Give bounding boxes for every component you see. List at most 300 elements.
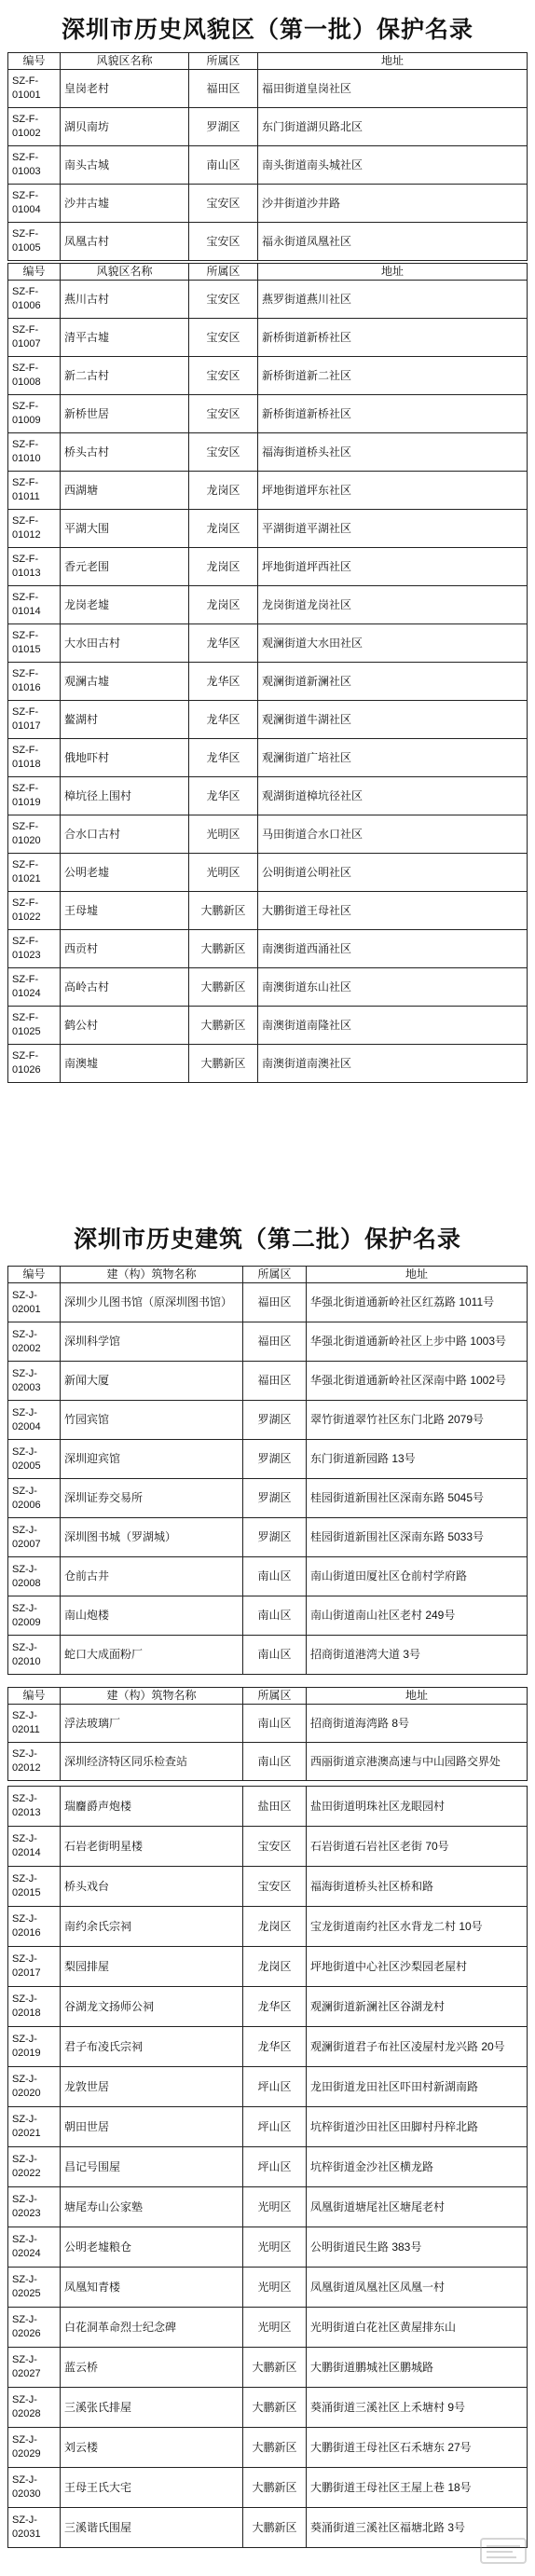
section2-table-c (7, 1786, 528, 2548)
code-cell: SZ-J-02026 (8, 2308, 61, 2348)
name-cell: 平湖大围 (61, 510, 189, 548)
name-cell: 三溪谐氏围屋 (61, 2508, 243, 2548)
name-cell: 观澜古墟 (61, 663, 189, 701)
address-cell: 翠竹街道翠竹社区东门北路 2079号 (307, 1401, 528, 1440)
section2-table-a (7, 1266, 528, 1675)
table-row (8, 1440, 528, 1479)
code-cell: SZ-F-01007 (8, 319, 61, 357)
name-cell: 南头古城 (61, 146, 189, 185)
code-cell: SZ-J-02004 (8, 1401, 61, 1440)
table-row (8, 472, 528, 510)
name-cell: 樟坑径上围村 (61, 777, 189, 815)
district-cell: 龙华区 (189, 624, 258, 663)
code-cell: SZ-F-01022 (8, 892, 61, 930)
district-cell: 福田区 (243, 1283, 307, 1322)
district-cell: 福田区 (189, 70, 258, 108)
table-row (8, 185, 528, 223)
name-cell: 新二古村 (61, 357, 189, 395)
address-cell: 新桥街道新桥社区 (258, 319, 528, 357)
code-cell: SZ-F-01021 (8, 854, 61, 892)
address-cell: 坪地街道坪西社区 (258, 548, 528, 586)
address-cell: 石岩街道石岩社区老街 70号 (307, 1827, 528, 1867)
address-cell: 大鹏街道王母社区石禾塘东 27号 (307, 2428, 528, 2468)
table-row (8, 1479, 528, 1518)
code-cell: SZ-F-01012 (8, 510, 61, 548)
header-address: 地址 (258, 53, 528, 70)
code-cell: SZ-J-02014 (8, 1827, 61, 1867)
address-cell: 观澜街道新澜社区谷湖龙村 (307, 1987, 528, 2027)
code-cell: SZ-J-02029 (8, 2428, 61, 2468)
header-district: 所属区 (189, 264, 258, 281)
table-row (8, 892, 528, 930)
name-cell: 深圳图书城（罗湖城） (61, 1518, 243, 1557)
code-cell: SZ-F-01008 (8, 357, 61, 395)
address-cell: 大鹏街道王母社区王屋上巷 18号 (307, 2468, 528, 2508)
name-cell: 蓝云桥 (61, 2348, 243, 2388)
section1-table-a (7, 52, 528, 261)
address-cell: 福永街道凤凰社区 (258, 223, 528, 261)
code-cell: SZ-J-02019 (8, 2027, 61, 2067)
name-cell: 梨园排屋 (61, 1947, 243, 1987)
address-cell: 观湖街道樟坑径社区 (258, 777, 528, 815)
header-code: 编号 (8, 53, 61, 70)
district-cell: 南山区 (243, 1596, 307, 1636)
address-cell: 福海街道桥头社区 (258, 433, 528, 472)
table-row (8, 2428, 528, 2468)
address-cell: 东门街道新园路 13号 (307, 1440, 528, 1479)
district-cell: 光明区 (243, 2308, 307, 2348)
address-cell: 华强北街道通新岭社区红荔路 1011号 (307, 1283, 528, 1322)
district-cell: 宝安区 (189, 223, 258, 261)
address-cell: 南澳街道南澳社区 (258, 1045, 528, 1083)
address-cell: 招商街道港湾大道 3号 (307, 1636, 528, 1675)
address-cell: 华强北街道通新岭社区深南中路 1002号 (307, 1362, 528, 1401)
name-cell: 石岩老街明星楼 (61, 1827, 243, 1867)
district-cell: 宝安区 (189, 357, 258, 395)
table-row (8, 1283, 528, 1322)
address-cell: 葵涌街道三溪社区上禾塘村 9号 (307, 2388, 528, 2428)
table-row (8, 1705, 528, 1743)
district-cell: 宝安区 (189, 281, 258, 319)
name-cell: 香元老围 (61, 548, 189, 586)
table-row (8, 433, 528, 472)
section1-table-b (7, 263, 528, 1083)
address-cell: 南澳街道西涌社区 (258, 930, 528, 968)
address-cell: 西丽街道京港澳高速与中山园路交界处 (307, 1743, 528, 1781)
name-cell: 高岭古村 (61, 968, 189, 1007)
section2-title: 深圳市历史建筑（第二批）保护名录 (73, 1227, 461, 1253)
address-cell: 桂园街道新围社区深南东路 5033号 (307, 1518, 528, 1557)
district-cell: 龙华区 (243, 2027, 307, 2067)
name-cell: 竹园宾馆 (61, 1401, 243, 1440)
address-cell: 福田街道皇岗社区 (258, 70, 528, 108)
table-row (8, 548, 528, 586)
district-cell: 罗湖区 (243, 1479, 307, 1518)
table-row (8, 586, 528, 624)
header-address: 地址 (307, 1267, 528, 1283)
code-cell: SZ-F-01013 (8, 548, 61, 586)
name-cell: 沙井古墟 (61, 185, 189, 223)
code-cell: SZ-F-01005 (8, 223, 61, 261)
table-row (8, 1007, 528, 1045)
address-cell: 葵涌街道三溪社区福塘北路 3号 (307, 2508, 528, 2548)
code-cell: SZ-J-02003 (8, 1362, 61, 1401)
address-cell: 大鹏街道鹏城社区鹏城路 (307, 2348, 528, 2388)
address-cell: 新桥街道新桥社区 (258, 395, 528, 433)
table-row (8, 854, 528, 892)
table-row (8, 1947, 528, 1987)
code-cell: SZ-F-01010 (8, 433, 61, 472)
code-cell: SZ-J-02008 (8, 1557, 61, 1596)
name-cell: 王母王氏大宅 (61, 2468, 243, 2508)
district-cell: 龙岗区 (189, 510, 258, 548)
district-cell: 大鹏新区 (189, 1007, 258, 1045)
table-row (8, 2468, 528, 2508)
table-row (8, 2227, 528, 2268)
name-cell: 仓前古井 (61, 1557, 243, 1596)
name-cell: 深圳少儿图书馆（原深圳图书馆） (61, 1283, 243, 1322)
district-cell: 宝安区 (189, 319, 258, 357)
district-cell: 坪山区 (243, 2147, 307, 2187)
address-cell: 观澜街道君子布社区凌屋村龙兴路 20号 (307, 2027, 528, 2067)
name-cell: 桥头古村 (61, 433, 189, 472)
district-cell: 龙岗区 (243, 1907, 307, 1947)
district-cell: 宝安区 (189, 185, 258, 223)
table-header-row (8, 1267, 528, 1283)
name-cell: 俄地吓村 (61, 739, 189, 777)
district-cell: 罗湖区 (189, 108, 258, 146)
code-cell: SZ-F-01018 (8, 739, 61, 777)
code-cell: SZ-F-01014 (8, 586, 61, 624)
table-row (8, 1401, 528, 1440)
header-code: 编号 (8, 1688, 61, 1705)
code-cell: SZ-J-02021 (8, 2107, 61, 2147)
name-cell: 南山炮楼 (61, 1596, 243, 1636)
name-cell: 昌记号围屋 (61, 2147, 243, 2187)
table-header-row (8, 264, 528, 281)
table-row (8, 2147, 528, 2187)
district-cell: 光明区 (243, 2187, 307, 2227)
address-cell: 平湖街道平湖社区 (258, 510, 528, 548)
code-cell: SZ-J-02031 (8, 2508, 61, 2548)
district-cell: 龙华区 (189, 701, 258, 739)
code-cell: SZ-F-01025 (8, 1007, 61, 1045)
table-row (8, 319, 528, 357)
newspaper-logo-icon (477, 2531, 529, 2569)
name-cell: 凤凰知青楼 (61, 2268, 243, 2308)
name-cell: 皇岗老村 (61, 70, 189, 108)
code-cell: SZ-F-01009 (8, 395, 61, 433)
code-cell: SZ-F-01026 (8, 1045, 61, 1083)
table-row (8, 2268, 528, 2308)
code-cell: SZ-F-01015 (8, 624, 61, 663)
code-cell: SZ-F-01002 (8, 108, 61, 146)
table-row (8, 777, 528, 815)
address-cell: 观澜街道牛湖社区 (258, 701, 528, 739)
name-cell: 白花洞革命烈士纪念碑 (61, 2308, 243, 2348)
table-row (8, 108, 528, 146)
header-code: 编号 (8, 1267, 61, 1283)
code-cell: SZ-J-02028 (8, 2388, 61, 2428)
header-address: 地址 (307, 1688, 528, 1705)
code-cell: SZ-F-01024 (8, 968, 61, 1007)
address-cell: 坑梓街道沙田社区田脚村丹梓北路 (307, 2107, 528, 2147)
district-cell: 龙岗区 (189, 472, 258, 510)
district-cell: 龙华区 (189, 663, 258, 701)
address-cell: 招商街道海湾路 8号 (307, 1705, 528, 1743)
district-cell: 宝安区 (243, 1867, 307, 1907)
table-row (8, 2027, 528, 2067)
table-row (8, 1636, 528, 1675)
table-row (8, 1867, 528, 1907)
address-cell: 宝龙街道南约社区水背龙二村 10号 (307, 1907, 528, 1947)
table-row (8, 510, 528, 548)
table-row (8, 357, 528, 395)
table-row (8, 1787, 528, 1827)
district-cell: 宝安区 (243, 1827, 307, 1867)
table-row (8, 815, 528, 854)
district-cell: 龙华区 (243, 1987, 307, 2027)
district-cell: 光明区 (243, 2227, 307, 2268)
name-cell: 深圳证券交易所 (61, 1479, 243, 1518)
header-code: 编号 (8, 264, 61, 281)
code-cell: SZ-J-02009 (8, 1596, 61, 1636)
header-district: 所属区 (243, 1688, 307, 1705)
table-row (8, 739, 528, 777)
table-row (8, 223, 528, 261)
name-cell: 公明老墟 (61, 854, 189, 892)
table-row (8, 1045, 528, 1083)
table-row (8, 146, 528, 185)
address-cell: 坑梓街道金沙社区横龙路 (307, 2147, 528, 2187)
table-row (8, 1987, 528, 2027)
section2-table-b (7, 1687, 528, 1781)
address-cell: 大鹏街道王母社区 (258, 892, 528, 930)
address-cell: 盐田街道明珠社区龙眼园村 (307, 1787, 528, 1827)
code-cell: SZ-J-02027 (8, 2348, 61, 2388)
district-cell: 大鹏新区 (189, 968, 258, 1007)
name-cell: 谷湖龙文扬师公祠 (61, 1987, 243, 2027)
code-cell: SZ-J-02013 (8, 1787, 61, 1827)
header-address: 地址 (258, 264, 528, 281)
table-row (8, 968, 528, 1007)
district-cell: 南山区 (243, 1636, 307, 1675)
name-cell: 大水田古村 (61, 624, 189, 663)
district-cell: 大鹏新区 (189, 1045, 258, 1083)
district-cell: 大鹏新区 (243, 2468, 307, 2508)
district-cell: 大鹏新区 (243, 2348, 307, 2388)
table-row (8, 1743, 528, 1781)
code-cell: SZ-J-02007 (8, 1518, 61, 1557)
district-cell: 光明区 (189, 854, 258, 892)
table-row (8, 2348, 528, 2388)
code-cell: SZ-J-02023 (8, 2187, 61, 2227)
address-cell: 马田街道合水口社区 (258, 815, 528, 854)
name-cell: 南约余氏宗祠 (61, 1907, 243, 1947)
district-cell: 龙岗区 (189, 586, 258, 624)
name-cell: 新桥世居 (61, 395, 189, 433)
address-cell: 福海街道桥头社区桥和路 (307, 1867, 528, 1907)
district-cell: 福田区 (243, 1322, 307, 1362)
table-row (8, 1557, 528, 1596)
code-cell: SZ-J-02030 (8, 2468, 61, 2508)
name-cell: 龙敦世居 (61, 2067, 243, 2107)
table-row (8, 1518, 528, 1557)
code-cell: SZ-J-02017 (8, 1947, 61, 1987)
header-name: 风貌区名称 (61, 53, 189, 70)
name-cell: 君子布凌氏宗祠 (61, 2027, 243, 2067)
address-cell: 凤凰街道塘尾社区塘尾老村 (307, 2187, 528, 2227)
table-row (8, 2187, 528, 2227)
name-cell: 龙岗老墟 (61, 586, 189, 624)
name-cell: 刘云楼 (61, 2428, 243, 2468)
code-cell: SZ-J-02001 (8, 1283, 61, 1322)
name-cell: 王母墟 (61, 892, 189, 930)
name-cell: 塘尾寿山公家塾 (61, 2187, 243, 2227)
name-cell: 南澳墟 (61, 1045, 189, 1083)
name-cell: 西贡村 (61, 930, 189, 968)
district-cell: 龙岗区 (243, 1947, 307, 1987)
code-cell: SZ-J-02010 (8, 1636, 61, 1675)
table-row (8, 701, 528, 739)
address-cell: 沙井街道沙井路 (258, 185, 528, 223)
name-cell: 深圳科学馆 (61, 1322, 243, 1362)
district-cell: 南山区 (189, 146, 258, 185)
address-cell: 凤凰街道凤凰社区凤凰一村 (307, 2268, 528, 2308)
name-cell: 鹤公村 (61, 1007, 189, 1045)
name-cell: 合水口古村 (61, 815, 189, 854)
address-cell: 坪地街道坪东社区 (258, 472, 528, 510)
table-row (8, 395, 528, 433)
code-cell: SZ-J-02020 (8, 2067, 61, 2107)
code-cell: SZ-F-01019 (8, 777, 61, 815)
table-row (8, 2508, 528, 2548)
code-cell: SZ-J-02018 (8, 1987, 61, 2027)
name-cell: 凤凰古村 (61, 223, 189, 261)
district-cell: 龙华区 (189, 777, 258, 815)
code-cell: SZ-F-01004 (8, 185, 61, 223)
code-cell: SZ-J-02022 (8, 2147, 61, 2187)
header-name: 建（构）筑物名称 (61, 1267, 243, 1283)
table-header-row (8, 53, 528, 70)
district-cell: 罗湖区 (243, 1518, 307, 1557)
name-cell: 公明老墟粮仓 (61, 2227, 243, 2268)
name-cell: 燕川古村 (61, 281, 189, 319)
table-row (8, 1596, 528, 1636)
district-cell: 罗湖区 (243, 1440, 307, 1479)
district-cell: 光明区 (189, 815, 258, 854)
district-cell: 南山区 (243, 1705, 307, 1743)
district-cell: 大鹏新区 (243, 2388, 307, 2428)
table-row (8, 1907, 528, 1947)
district-cell: 坪山区 (243, 2107, 307, 2147)
header-district: 所属区 (189, 53, 258, 70)
code-cell: SZ-F-01016 (8, 663, 61, 701)
address-cell: 观澜街道新澜社区 (258, 663, 528, 701)
district-cell: 南山区 (243, 1743, 307, 1781)
code-cell: SZ-J-02012 (8, 1743, 61, 1781)
name-cell: 浮法玻璃厂 (61, 1705, 243, 1743)
district-cell: 宝安区 (189, 395, 258, 433)
district-cell: 坪山区 (243, 2067, 307, 2107)
district-cell: 龙岗区 (189, 548, 258, 586)
address-cell: 华强北街道通新岭社区上步中路 1003号 (307, 1322, 528, 1362)
address-cell: 公明街道公明社区 (258, 854, 528, 892)
table-row (8, 930, 528, 968)
name-cell: 瑞麕爵声炮楼 (61, 1787, 243, 1827)
address-cell: 光明街道白花社区黄屋排东山 (307, 2308, 528, 2348)
code-cell: SZ-F-01011 (8, 472, 61, 510)
district-cell: 大鹏新区 (189, 892, 258, 930)
code-cell: SZ-J-02011 (8, 1705, 61, 1743)
address-cell: 观澜街道大水田社区 (258, 624, 528, 663)
table-row (8, 2388, 528, 2428)
name-cell: 湖贝南坊 (61, 108, 189, 146)
section1-title: 深圳市历史风貌区（第一批）保护名录 (61, 18, 473, 43)
district-cell: 宝安区 (189, 433, 258, 472)
code-cell: SZ-J-02005 (8, 1440, 61, 1479)
code-cell: SZ-J-02025 (8, 2268, 61, 2308)
code-cell: SZ-F-01023 (8, 930, 61, 968)
name-cell: 鳌湖村 (61, 701, 189, 739)
district-cell: 罗湖区 (243, 1401, 307, 1440)
header-name: 风貌区名称 (61, 264, 189, 281)
code-cell: SZ-F-01020 (8, 815, 61, 854)
district-cell: 龙华区 (189, 739, 258, 777)
code-cell: SZ-J-02002 (8, 1322, 61, 1362)
district-cell: 光明区 (243, 2268, 307, 2308)
address-cell: 新桥街道新二社区 (258, 357, 528, 395)
name-cell: 新闻大厦 (61, 1362, 243, 1401)
header-name: 建（构）筑物名称 (61, 1688, 243, 1705)
address-cell: 南山街道南山社区老村 249号 (307, 1596, 528, 1636)
table-row (8, 1362, 528, 1401)
name-cell: 三溪张氏排屋 (61, 2388, 243, 2428)
header-district: 所属区 (243, 1267, 307, 1283)
address-cell: 东门街道湖贝路北区 (258, 108, 528, 146)
district-cell: 大鹏新区 (243, 2508, 307, 2548)
code-cell: SZ-F-01003 (8, 146, 61, 185)
code-cell: SZ-F-01017 (8, 701, 61, 739)
code-cell: SZ-F-01001 (8, 70, 61, 108)
address-cell: 南澳街道东山社区 (258, 968, 528, 1007)
address-cell: 桂园街道新围社区深南东路 5045号 (307, 1479, 528, 1518)
code-cell: SZ-J-02024 (8, 2227, 61, 2268)
table-row (8, 624, 528, 663)
district-cell: 大鹏新区 (189, 930, 258, 968)
table-row (8, 1322, 528, 1362)
code-cell: SZ-F-01006 (8, 281, 61, 319)
address-cell: 南澳街道南隆社区 (258, 1007, 528, 1045)
district-cell: 盐田区 (243, 1787, 307, 1827)
district-cell: 南山区 (243, 1557, 307, 1596)
name-cell: 清平古墟 (61, 319, 189, 357)
address-cell: 公明街道民生路 383号 (307, 2227, 528, 2268)
address-cell: 观澜街道广培社区 (258, 739, 528, 777)
table-row (8, 281, 528, 319)
address-cell: 燕罗街道燕川社区 (258, 281, 528, 319)
table-row (8, 70, 528, 108)
district-cell: 福田区 (243, 1362, 307, 1401)
address-cell: 南山街道田厦社区仓前村学府路 (307, 1557, 528, 1596)
address-cell: 龙田街道龙田社区吓田村新湖南路 (307, 2067, 528, 2107)
name-cell: 桥头戏台 (61, 1867, 243, 1907)
name-cell: 深圳迎宾馆 (61, 1440, 243, 1479)
code-cell: SZ-J-02006 (8, 1479, 61, 1518)
address-cell: 南头街道南头城社区 (258, 146, 528, 185)
name-cell: 深圳经济特区同乐检查站 (61, 1743, 243, 1781)
table-row (8, 663, 528, 701)
